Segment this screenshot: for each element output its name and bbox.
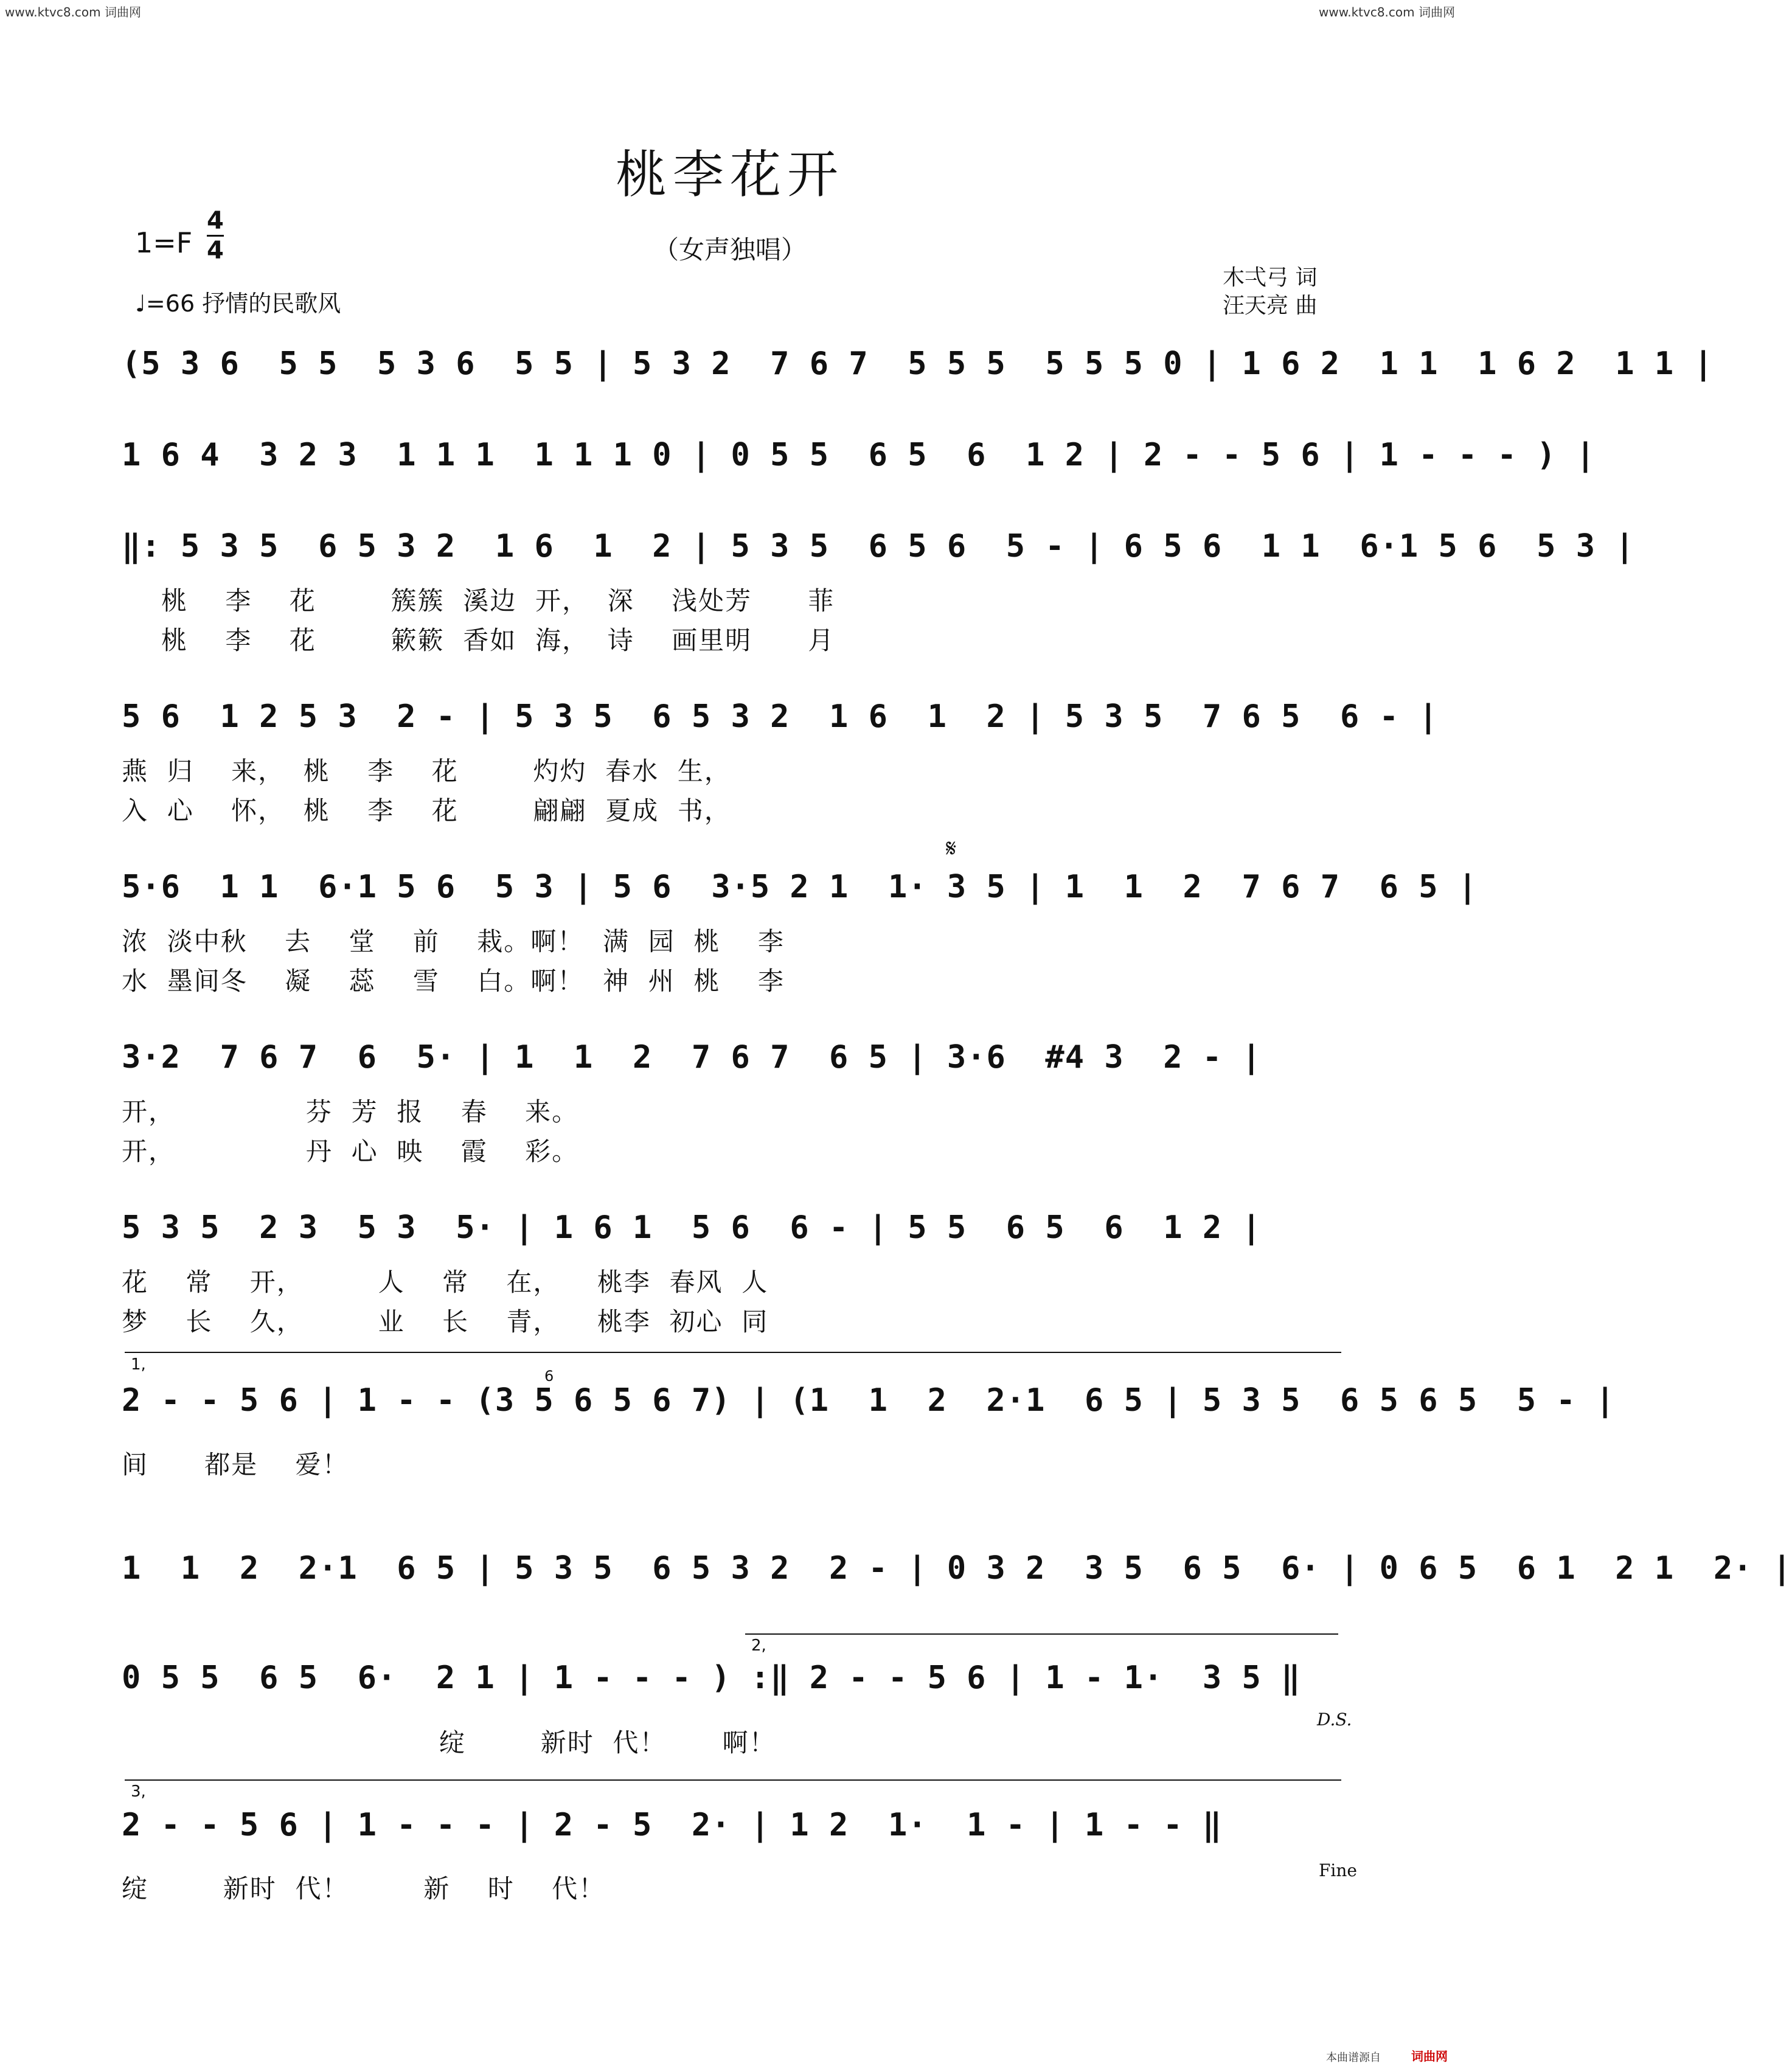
lyricist-credit: 木弌弓 词 bbox=[1223, 265, 1318, 290]
lyric-line: 浓 淡中秋 去 堂 前 栽。啊！ 满 园 桃 李 bbox=[122, 927, 785, 956]
score-system-1: (5 3 6 5 5 5 3 6 5 5 | 5 3 2 7 6 7 5 5 5 5 5 5 0 | 1 6 2 1 1 1 6 2 1 1 | bbox=[122, 346, 1714, 382]
lyric-line: 桃 李 花 簌簌 香如 海， 诗 画里明 月 bbox=[161, 625, 835, 655]
lyric-line: 绽 新时 代！ 新 时 代！ bbox=[122, 1874, 606, 1904]
tuplet-number: 6 bbox=[544, 1368, 554, 1385]
time-signature-top: 4 bbox=[207, 207, 224, 237]
composer-credit: 汪天亮 曲 bbox=[1223, 293, 1318, 318]
score-system-6: 3·2 7 6 7 6 5· | 1 1 2 7 6 7 6 5 | 3·6 #4 3 2 - | bbox=[122, 1039, 1262, 1076]
song-title: 桃李花开 bbox=[615, 145, 844, 204]
footer-source-text: 本曲谱源自 bbox=[1326, 2051, 1381, 2064]
ds-marking: D.S. bbox=[1317, 1709, 1352, 1730]
volta-bracket-2 bbox=[745, 1633, 1338, 1636]
score-system-4: 5 6 1 2 5 3 2 - | 5 3 5 6 5 3 2 1 6 1 2 | 5 3 5 7 6 5 6 - | bbox=[122, 698, 1439, 735]
score-system-11: 2 - - 5 6 | 1 - - - | 2 - 5 2· | 1 2 1· 1 - | 1 - - ‖ bbox=[122, 1807, 1223, 1843]
lyric-line: 燕 归 来， 桃 李 花 灼灼 春水 生， bbox=[122, 756, 731, 786]
lyric-line: 水 墨间冬 凝 蕊 雪 白。啊！ 神 州 桃 李 bbox=[122, 966, 785, 996]
lyric-line: 桃 李 花 簇簇 溪边 开， 深 浅处芳 菲 bbox=[161, 586, 835, 616]
song-subtitle: （女声独唱） bbox=[653, 235, 807, 265]
tempo-marking: ♩=66 抒情的民歌风 bbox=[135, 290, 341, 317]
volta-label-1: 1, bbox=[131, 1355, 146, 1374]
score-system-5: 5·6 1 1 6·1 5 6 5 3 | 5 6 3·5 2 1 1· 3 5 | 1 1 2 7 6 7 6 5 | bbox=[122, 869, 1478, 905]
lyric-line: 花 常 开， 人 常 在， 桃李 春风 人 bbox=[122, 1267, 769, 1297]
score-system-10: 0 5 5 6 5 6· 2 1 | 1 - - - ) :‖ 2 - - 5 6 | 1 - 1· 3 5 ‖ bbox=[122, 1660, 1301, 1696]
site-watermark-right: www.ktvc8.com 词曲网 bbox=[1318, 5, 1455, 19]
score-system-9: 1 1 2 2·1 6 5 | 5 3 5 6 5 3 2 2 - | 0 3 2 3 5 6 5 6· | 0 6 5 6 1 2 1 2· | bbox=[122, 1550, 1792, 1587]
time-signature bbox=[207, 207, 224, 265]
volta-label-3: 3, bbox=[131, 1783, 146, 1801]
lyric-line: 间 都是 爱！ bbox=[122, 1450, 349, 1480]
volta-label-2: 2, bbox=[751, 1636, 766, 1655]
volta-bracket-3 bbox=[125, 1779, 1341, 1782]
lyric-line: 梦 长 久， 业 长 青， 桃李 初心 同 bbox=[122, 1307, 769, 1337]
score-system-8: 2 - - 5 6 | 1 - - (3 5 6 5 6 7) | (1 1 2 2·1 6 5 | 5 3 5 6 5 6 5 5 - | bbox=[122, 1382, 1616, 1419]
lyric-line: 绽 新时 代！ 啊！ bbox=[122, 1728, 776, 1758]
footer-logo: 词曲网 bbox=[1411, 2049, 1448, 2064]
score-system-3: ‖: 5 3 5 6 5 3 2 1 6 1 2 | 5 3 5 6 5 6 5 - | 6 5 6 1 1 6·1 5 6 5 3 | bbox=[122, 528, 1635, 565]
score-system-2: 1 6 4 3 2 3 1 1 1 1 1 1 0 | 0 5 5 6 5 6 1 2 | 2 - - 5 6 | 1 - - - ) | bbox=[122, 437, 1596, 473]
site-watermark-left: www.ktvc8.com 词曲网 bbox=[5, 5, 142, 19]
lyric-line: 开， 丹 心 映 霞 彩。 bbox=[122, 1136, 579, 1166]
volta-bracket-1 bbox=[125, 1352, 1341, 1354]
fine-marking: Fine bbox=[1319, 1860, 1357, 1880]
score-system-7: 5 3 5 2 3 5 3 5· | 1 6 1 5 6 6 - | 5 5 6 5 6 1 2 | bbox=[122, 1209, 1262, 1246]
segno-sign: 𝄋 bbox=[946, 835, 957, 863]
time-signature-bottom: 4 bbox=[207, 237, 224, 265]
lyric-line: 入 心 怀， 桃 李 花 翩翩 夏成 书， bbox=[122, 796, 731, 826]
key-signature: 1=F bbox=[135, 226, 193, 259]
lyric-line: 开， 芬 芳 报 春 来。 bbox=[122, 1097, 579, 1127]
